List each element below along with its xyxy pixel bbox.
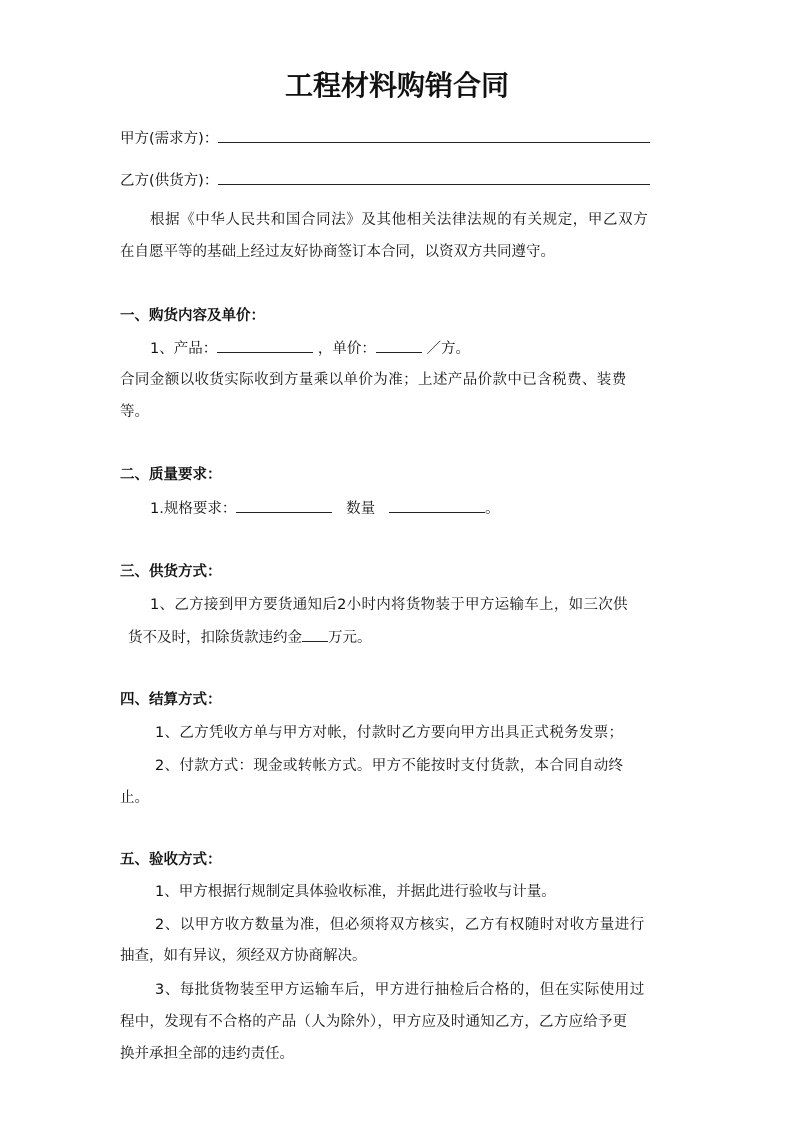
- penalty-line: [128, 627, 372, 648]
- product-line: [150, 338, 470, 359]
- intro-line: 在自愿平等的基础上经过友好协商签订本合同，以资双方共同遵守。: [120, 244, 555, 260]
- body-line: 换并承担全部的违约责任。: [120, 1046, 294, 1062]
- penalty-blank: [302, 627, 328, 642]
- product-blank: [217, 338, 313, 353]
- spec-label: 1.规格要求：: [150, 501, 237, 517]
- document-title: 工程材料购销合同: [284, 69, 509, 102]
- body-line: 1、甲方根据行规制定具体验收标准，并据此进行验收与计量。: [155, 884, 556, 900]
- party-b-blank: [218, 170, 650, 185]
- body-line: 2、付款方式：现金或转帐方式。甲方不能按时支付货款，本合同自动终: [155, 758, 624, 774]
- quantity-label: 数量: [346, 501, 376, 517]
- product-label: 1、产品：: [150, 341, 218, 357]
- section-heading: 四、结算方式：: [120, 692, 222, 708]
- body-line: 2、以甲方收方数量为准，但必须将双方核实，乙方有权随时对收方量进行: [155, 917, 645, 933]
- intro-line: 根据《中华人民共和国合同法》及其他相关法律法规的有关规定，甲乙双方: [150, 212, 649, 228]
- body-line: 程中，发现有不合格的产品（人为除外），甲方应及时通知乙方，乙方应给予更: [120, 1014, 628, 1030]
- penalty-unit: 万元。: [328, 630, 372, 646]
- party-b-line: [120, 170, 650, 191]
- body-line: 止。: [120, 790, 149, 806]
- body-line: 3、每批货物装至甲方运输车后，甲方进行抽检后合格的，但在实际使用过: [155, 982, 645, 998]
- party-b-label: 乙方(供货方)：: [120, 173, 219, 189]
- section-heading: 一、购货内容及单价：: [120, 308, 265, 324]
- section-heading: 二、质量要求：: [120, 467, 222, 483]
- party-a-line: [120, 128, 650, 149]
- price-blank: [376, 338, 422, 353]
- spec-line: [150, 498, 500, 519]
- body-line: 等。: [120, 404, 149, 420]
- body-line: 1、乙方凭收方单与甲方对帐，付款时乙方要向甲方出具正式税务发票；: [155, 725, 624, 741]
- body-line: 抽查，如有异议，须经双方协商解决。: [120, 948, 367, 964]
- body-line: 1、乙方接到甲方要货通知后2小时内将货物装于甲方运输车上，如三次供: [150, 597, 628, 613]
- unit-label: ／方。: [426, 341, 470, 357]
- section-heading: 五、验收方式：: [120, 852, 222, 868]
- period: 。: [485, 501, 500, 517]
- quantity-blank: [389, 498, 485, 513]
- price-label: ，单价：: [317, 341, 376, 357]
- party-a-blank: [218, 128, 650, 143]
- party-a-label: 甲方(需求方)：: [120, 131, 219, 147]
- penalty-text: 货不及时，扣除货款违约金: [128, 630, 302, 646]
- body-line: 合同金额以收货实际收到方量乘以单价为准；上述产品价款中已含税费、装费: [120, 372, 627, 388]
- spec-blank: [236, 498, 332, 513]
- section-heading: 三、供货方式：: [120, 564, 222, 580]
